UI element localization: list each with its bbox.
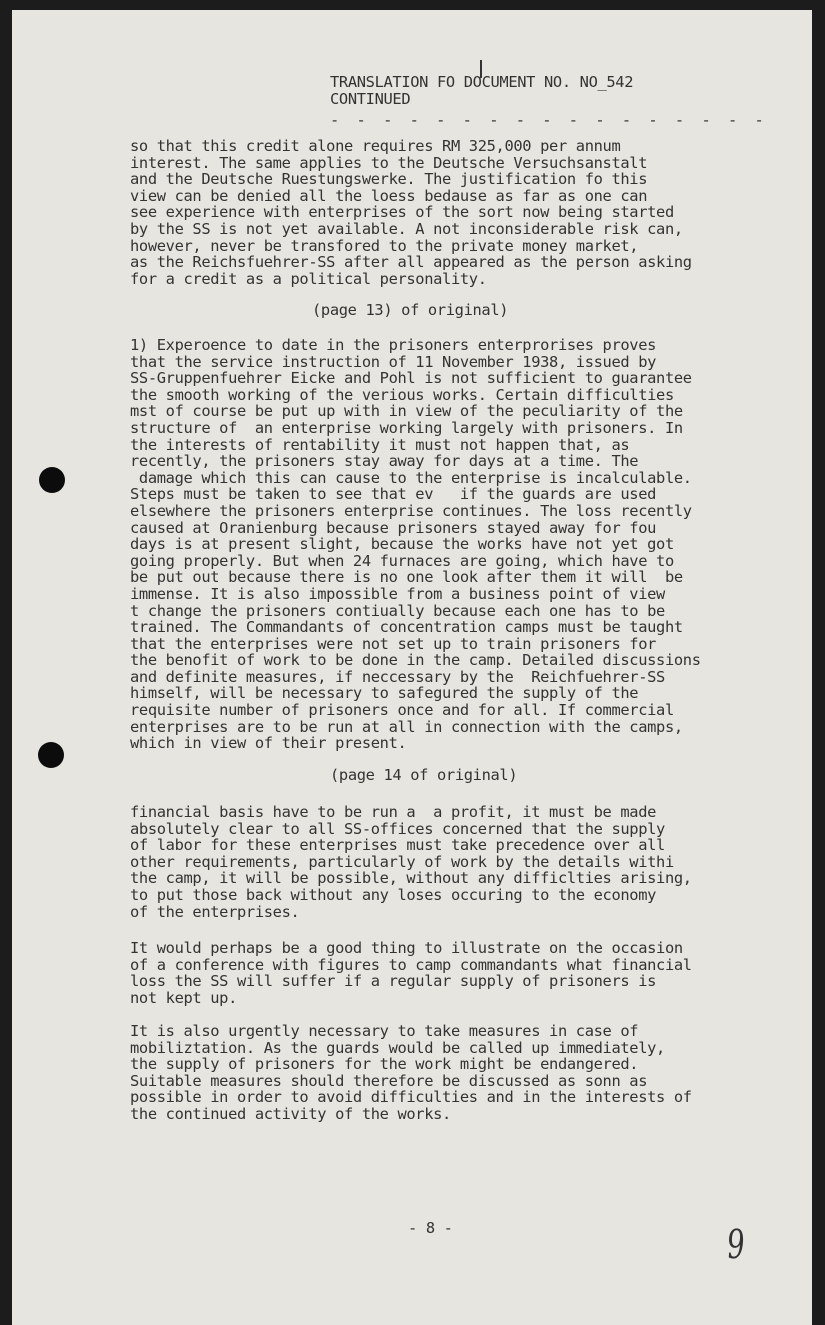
page-number: - 8 -: [408, 1219, 453, 1237]
header-rule: - - - - - - - - - - - - - - - - -: [330, 111, 768, 129]
punch-hole-bottom: [38, 742, 64, 768]
paragraph-credit: so that this credit alone requires RM 325,000 per annum interest. The same applies to the Deutsche Versuchsanstalt and the Deutsche Ruestungswerke. The justification fo this view can be denied all the loess bedause as far as one can see experience with enterprises of the sort now being started by the SS is not yet available. A not inconsiderable risk can, however, never be transfored to the private money market, as the Reichsfuehrer-SS after all appeared as the person asking for a credit as a political personality.: [130, 137, 692, 288]
paragraph-mobilization: It is also urgently necessary to take measures in case of mobiliztation. As the guards would be called up immediately, the supply of prisoners for the work might be endangered. Suitable measures should therefore be discussed as sonn as possible in order to avoid difficulties and in the interests of the continued activity of the works.: [130, 1022, 692, 1123]
header-title: TRANSLATION FO DOCUMENT NO. NO_542: [330, 73, 634, 91]
document-header: [330, 74, 633, 107]
handwritten-page-number: 9: [725, 1222, 747, 1268]
page-marker-14: (page 14 of original): [330, 766, 518, 784]
page-marker-13: (page 13) of original): [312, 301, 509, 319]
paragraph-conference: It would perhaps be a good thing to illustrate on the occasion of a conference with figures to camp commandants what financial loss the SS will suffer if a regular supply of prisoners is not kept up.: [130, 939, 692, 1007]
paragraph-experience: 1) Experoence to date in the prisoners enterprorises proves that the service instruction of 11 November 1938, issued by SS-Gruppenfuehrer Eicke and Pohl is not sufficient to guarantee the smooth working of the verious works. Certain difficulties mst of course be put up with in view of the peculiarity of the structure of an enterprise working largely with prisoners. In the interests of rentability it must not happen that, as recently, the prisoners stay away for days at a time. The damage which this can cause to the enterprise is incalculable. Steps must be taken to see that ev if the guards are used elsewhere the prisoners enterprise continues. The loss recently caused at Oranienburg because prisoners stayed away for fou days is at present slight, because the works have not yet got going properly. But when 24 furnaces are going, which have to be put out because there is no one look after them it will be immense. It is also impossible from a business point of view t change the prisoners contiually because each one has to be trained. The Commandants of concentration camps must be taught that the enterprises were not set up to train prisoners for the benofit of work to be done in the camp. Detailed discussions and definite measures, if neccessary by the Reichfuehrer-SS himself, will be necessary to safegured the supply of the requisite number of prisoners once and for all. If commercial enterprises are to be run at all in connection with the camps, which in view of their present.: [130, 336, 701, 753]
paragraph-financial-basis: financial basis have to be run a a profit, it must be made absolutely clear to all SS-offices concerned that the supply of labor for these enterprises must take precedence over all other requirements, particularly of work by the details withi the camp, it will be possible, without any difficlties arising, to put those back without any loses occuring to the economy of the enterprises.: [130, 803, 692, 921]
header-continued: CONTINUED: [330, 89, 411, 108]
punch-hole-top: [39, 467, 65, 493]
